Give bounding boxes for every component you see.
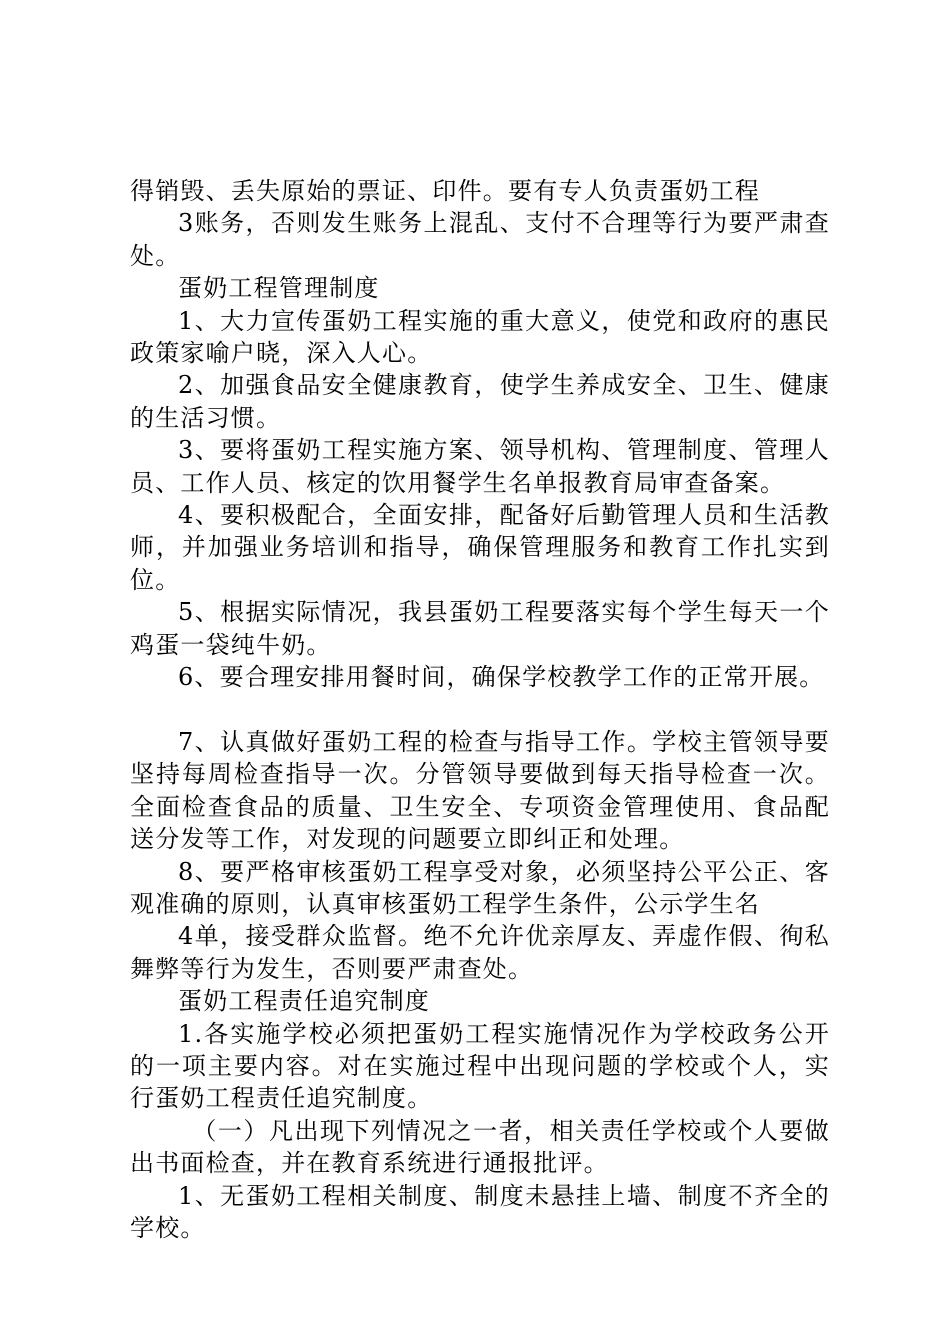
paragraph-item-4: 4、要积极配合，全面安排，配备好后勤管理人员和生活教师，并加强业务培训和指导，确保管理服务和教育工作扎实到位。 <box>130 501 830 594</box>
paragraph-item-3: 3、要将蛋奶工程实施方案、领导机构、管理制度、管理人员、工作人员、核定的饮用餐学生名单报教育局审查备案。 <box>130 436 830 497</box>
section-heading-accountability: 蛋奶工程责任追究制度 <box>178 987 430 1016</box>
blank-line <box>130 694 830 726</box>
paragraph-accountability-1: 1.各实施学校必须把蛋奶工程实施情况作为学校政务公开的一项主要内容。对在实施过程中出现问题的学校或个人，实行蛋奶工程责任追究制度。 <box>130 1019 830 1113</box>
paragraph-item-6: 6、要合理安排用餐时间，确保学校教学工作的正常开展。 <box>178 663 825 692</box>
paragraph-item-8-continued: 4单，接受群众监督。绝不允许优亲厚友、弄虚作假、徇私舞弊等行为发生，否则要严肃查处。 <box>130 922 830 983</box>
paragraph-item-8: 8、要严格审核蛋奶工程享受对象，必须坚持公平公正、客观准确的原则，认真审核蛋奶工程学生条件，公示学生名 <box>130 857 830 918</box>
paragraph-accounts: 3账务，否则发生账务上混乱、支付不合理等行为要严肃查处。 <box>130 209 830 270</box>
paragraph-item-7: 7、认真做好蛋奶工程的检查与指导工作。学校主管领导要坚持每周检查指导一次。分管领导要做到每天指导检查一次。全面检查食品的质量、卫生安全、专项资金管理使用、食品配送分发等工作，对发现的问题要立即纠正和处理。 <box>130 727 830 854</box>
paragraph-continuation: 得销毁、丢失原始的票证、印件。要有专人负责蛋奶工程 <box>130 177 760 205</box>
paragraph-subsection-one: （一）凡出现下列情况之一者，相关责任学校或个人要做出书面检查，并在教育系统进行通报批评。 <box>130 1116 830 1178</box>
paragraph-item-5: 5、根据实际情况，我县蛋奶工程要落实每个学生每天一个鸡蛋一袋纯牛奶。 <box>130 598 830 659</box>
paragraph-item-2: 2、加强食品安全健康教育，使学生养成安全、卫生、健康的生活习惯。 <box>130 371 830 432</box>
paragraph-subsection-item-1: 1、无蛋奶工程相关制度、制度未悬挂上墙、制度不齐全的学校。 <box>130 1181 830 1242</box>
document-body <box>130 175 830 1244</box>
section-heading-management: 蛋奶工程管理制度 <box>178 274 380 303</box>
paragraph-item-1: 1、大力宣传蛋奶工程实施的重大意义，使党和政府的惠民政策家喻户晓，深入人心。 <box>130 306 830 368</box>
